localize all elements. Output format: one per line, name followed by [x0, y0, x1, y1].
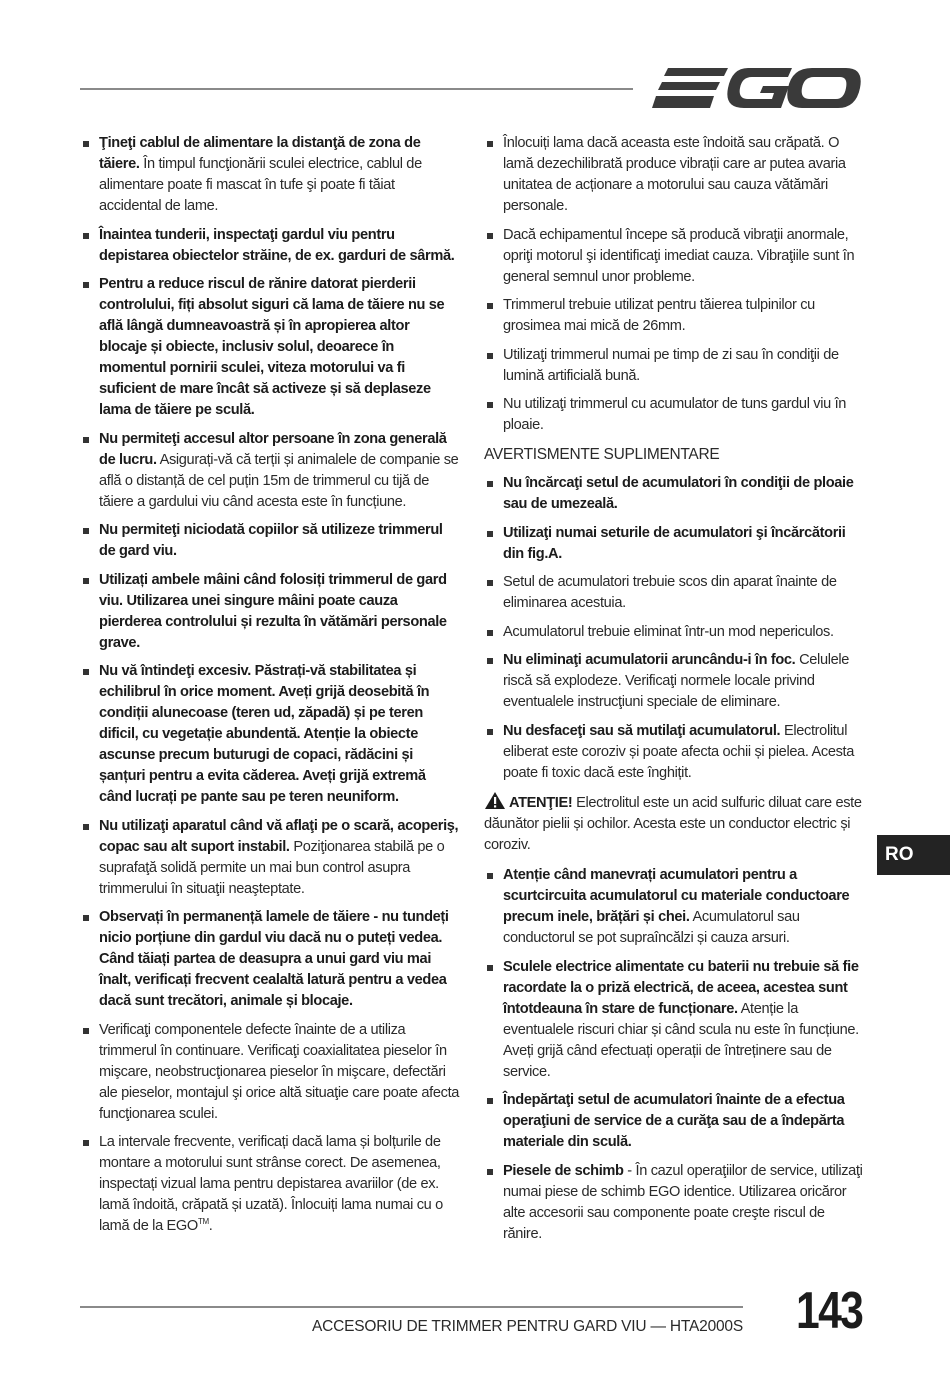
bullet-item — [484, 622, 866, 643]
bullet-item — [484, 865, 866, 949]
bullet-item — [80, 661, 460, 808]
bullet-bold-text: Nu permiteţi accesul altor persoane în zona generală de lucru. — [99, 430, 447, 468]
footer-title: ACCESORIU DE TRIMMER PENTRU GARD VIU — HTA2000S — [312, 1318, 743, 1335]
bullet-text: În timpul funcţionării sculei electrice, cablul de alimentare poate fi mascat în tufe şi poate fi tăiat accidental de lame. — [99, 156, 422, 214]
bullet-item — [80, 907, 460, 1012]
trademark-sup: TM — [197, 1217, 209, 1227]
bullet-item — [80, 1132, 460, 1237]
bullet-item — [484, 345, 866, 387]
bullet-text: Utilizaţi trimmerul numai pe timp de zi sau în condiţii de lumină artificială bună. — [503, 346, 839, 384]
bullet-item — [80, 816, 460, 900]
bullet-bold-text: Nu eliminaţi acumulatorii aruncându-i în foc. — [503, 652, 796, 668]
bullet-item — [80, 570, 460, 654]
warning-note — [484, 791, 866, 856]
bullet-text: Celulele riscă să explodeze. Verificaţi normele locale privind eventualele instrucţiuni speciale de eliminare. — [503, 652, 850, 710]
left-column — [80, 133, 460, 1245]
bullet-bold-text: Sculele electrice alimentate cu baterii nu trebuie să fie racordate la o priză electrică, de aceea, acestea sunt întotdeauna în stare de funcționare. — [503, 958, 859, 1017]
bullet-item — [484, 1161, 866, 1245]
bullet-text: La intervale frecvente, verificați dacă lama și bolțurile de montare a motorului sunt strânse corect. De asemenea, inspectați vizual lama pentru depistarea avariilor (de ex. lamă îndoită, crăpată și uzată). Înlocuiți lama numai cu o lamă de la EGO — [99, 1134, 443, 1234]
bullet-bold-text: Atenție când manevrați acumulatori pentru a scurtcircuita acumulatorul cu materiale conductoare precum inele, brățări și chei. — [503, 867, 850, 925]
bullet-item — [80, 1020, 460, 1125]
bullet-bold-text: Nu desfaceţi sau să mutilaţi acumulatorul. — [503, 722, 781, 739]
bullet-text: Poziţionarea stabilă pe o suprafaţă solidă permite un mai bun control asupra trimmerului în situaţii neaşteptate. — [99, 838, 445, 897]
bullet-item — [484, 523, 866, 565]
bullet-item — [484, 133, 866, 217]
bullet-text: Dacă echipamentul începe să producă vibraţii anormale, opriţi motorul şi identificaţi imediat cauza. Vibraţiile sunt în general semnul unor probleme. — [503, 226, 855, 285]
page-number: 143 — [796, 1282, 863, 1340]
bullet-bold-text: Nu vă întindeţi excesiv. Păstrați-vă stabilitatea și echilibrul în orice moment. Aveți grijă deosebită în condiții alunecoase (teren ud, zăpadă) și pe teren dificil, cu vegetație abundentă. Atenție la obiecte ascunse precum buturugi de copaci, rădăcini și șanțuri pentru a evita căderea. Aveți grijă extremă când lucrați pe pante sau pe teren neuniform. — [99, 663, 430, 805]
bullet-text: Setul de acumulatori trebuie scos din aparat înainte de eliminarea acestuia. — [503, 574, 837, 611]
bullet-tail: . — [208, 1218, 213, 1234]
bullet-text: - În cazul operaţiilor de service, utilizaţi numai piese de schimb EGO identice. Utilizarea oricăror alte accesorii sau componente poate creşte riscul de rănire. — [503, 1162, 863, 1242]
bullet-text: Înlocuiți lama dacă aceasta este îndoită sau crăpată. O lamă dezechilibrată produce vibrații care ar putea avaria unitatea de acționare a motorului sau cauza vătămări personale. — [503, 135, 846, 214]
bullet-text: Asigurați-vă că terții și animalele de companie se află o distanță de cel puțin 15m de trimmerul cu tijă de tăiere a gardului viu când acesta este în funcțiune. — [99, 451, 459, 510]
bullet-text: Acumulatorul sau conductorul se pot supraîncălzi și cauza arsuri. — [503, 909, 800, 946]
bullet-item — [484, 1090, 866, 1153]
bullet-text: Nu utilizaţi trimmerul cu acumulator de tuns gardul viu în ploaie. — [503, 396, 847, 433]
bullet-item — [484, 957, 866, 1083]
bullet-text: Trimmerul trebuie utilizat pentru tăierea tulpinilor cu grosimea mai mică de 26mm. — [503, 297, 815, 334]
bullet-bold-text: Ţineţi cablul de alimentare la distanţă de zona de tăiere. — [99, 135, 421, 172]
bullet-item — [80, 520, 460, 562]
right-column — [484, 133, 866, 1252]
bullet-bold-text: Piesele de schimb — [503, 1162, 624, 1179]
bullet-item — [484, 572, 866, 614]
header-rule — [80, 88, 633, 90]
footer-rule — [80, 1306, 743, 1308]
bullet-bold-text: Utilizaţi numai seturile de acumulatori şi încărcătorii din fig.A. — [503, 524, 846, 562]
bullet-item — [484, 225, 866, 288]
bullet-bold-text: Pentru a reduce riscul de rănire datorat pierderii controlului, fiți absolut siguri că lama de tăiere nu se află lângă dumneavoastră și în apropierea altor blocaje și obiecte, inclusiv solul, deoarece în momentul pornirii sculei, viteza motorului va fi suficient de mare încât să activeze și să deplaseze lama de tăiere pe sculă. — [99, 276, 445, 418]
bullet-bold-text: Nu încărcaţi setul de acumulatori în condiţii de ploaie sau de umezeală. — [503, 475, 854, 512]
language-tab: RO — [877, 835, 950, 875]
bullet-item — [80, 225, 460, 267]
bullet-text: Electrolitul eliberat este coroziv și poate afecta ochii și pielea. Acesta poate fi toxic dacă este înghițit. — [503, 722, 854, 781]
bullet-bold-text: Nu utilizaţi aparatul când vă aflaţi pe o scară, acoperiş, copac sau alt suport instabil. — [99, 817, 459, 855]
bullet-item — [80, 429, 460, 513]
ego-logo — [650, 62, 862, 114]
bullet-text: Verificaţi componentele defecte înainte de a utiliza trimmerul în continuare. Verificaţi coaxialitatea pieselor în mişcare, neobstrucţionarea pieselor în mişcare, defectări ale pieselor, montajul şi orice altă situaţie care poate afecta funcţionarea sculei. — [99, 1021, 460, 1122]
bullet-item — [80, 133, 460, 217]
bullet-text: Atenție la eventualele riscuri chiar și când scula nu este în funcțiune. Aveți grijă când efectuați operații de întreținere sau de service. — [503, 1000, 859, 1080]
bullet-item — [484, 650, 866, 713]
bullet-item — [80, 274, 460, 421]
bullet-bold-text: Îndepărtaţi setul de acumulatori înainte de a efectua operaţiuni de service de a curăţa sau de a îndepărta materiale din sculă. — [503, 1092, 845, 1150]
bullet-bold-text: Utilizați ambele mâini când folosiți trimmerul de gard viu. Utilizarea unei singure mâini poate cauza pierderea controlului și rezulta în vătămări personale grave. — [99, 571, 447, 651]
bullet-bold-text: Observați în permanență lamele de tăiere - nu tundeți nicio porțiune din gardul viu dacă nu o puteți vedea. Când tăiați partea de deasupra a unui gard viu mai înalt, verificați frecvent cealaltă latură pentru a vedea dacă sunt trecători, animale și blocaje. — [99, 909, 449, 1009]
bullet-bold-text: Nu permiteţi niciodată copiilor să utilizeze trimmerul de gard viu. — [99, 522, 443, 559]
warning-label: ATENŢIE! — [509, 795, 573, 811]
bullet-item — [484, 394, 866, 436]
bullet-item — [484, 721, 866, 784]
bullet-text: Acumulatorul trebuie eliminat într-un mod nepericulos. — [503, 623, 834, 640]
section-heading: AVERTISMENTE SUPLIMENTARE — [484, 446, 720, 463]
bullet-item — [484, 295, 866, 337]
bullet-item — [484, 473, 866, 515]
bullet-bold-text: Înaintea tunderii, inspectaţi gardul viu pentru depistarea obiectelor străine, de ex. garduri de sârmă. — [99, 226, 455, 264]
warning-text: Electrolitul este un acid sulfuric diluat care este dăunător pielii și ochilor. Acesta este un conductor electric și coroziv. — [484, 795, 862, 853]
warning-icon — [484, 791, 506, 810]
